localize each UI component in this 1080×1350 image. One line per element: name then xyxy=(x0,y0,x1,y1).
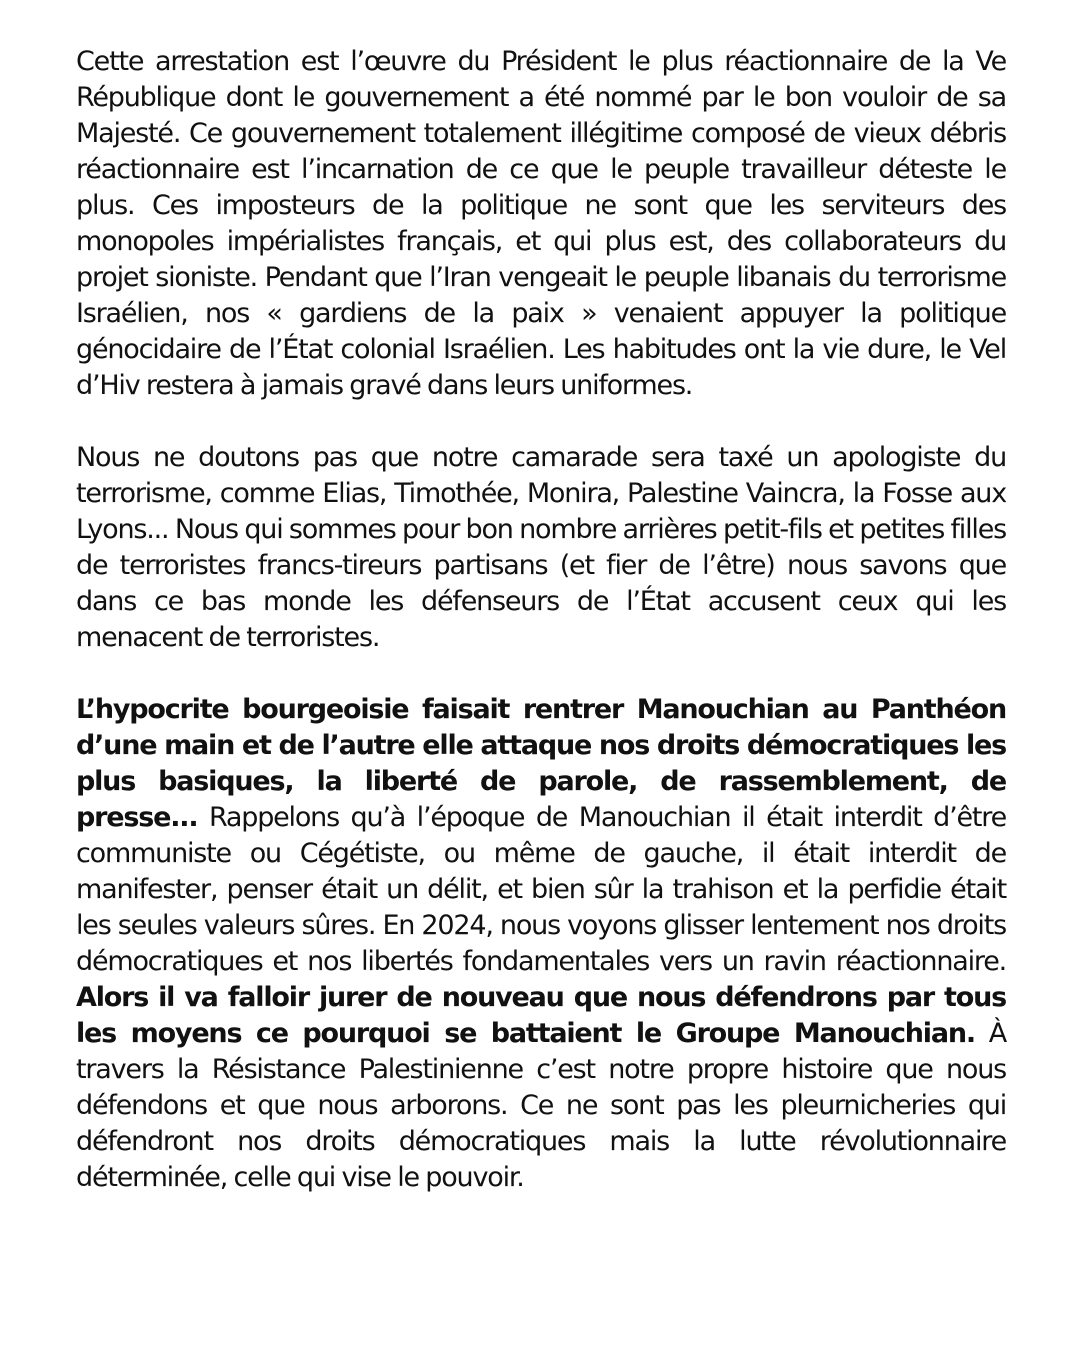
paragraph-text: Nous ne doutons pas que notre camarade sera taxé un apologiste du terrorisme, comme Elias, Timothée, Monira, Palestine Vaincra, la Fosse aux Lyons... Nous qui sommes pour bon nombre arrières petit-fils et petites filles de terroristes francs-tireurs partisans (et fier de l’être) nous savons que dans ce bas monde les défenseurs de l’État accusent ceux qui les menacent de terroristes. xyxy=(76,442,1006,653)
bold-statement: Alors il va falloir jurer de nouveau que nous défendrons par tous les moyens ce pourquoi se battaient le Groupe Manouchian. xyxy=(76,982,1006,1049)
document-page xyxy=(76,44,1006,1196)
paragraph-text: À travers la Résistance Palestinienne c’est notre propre histoire que nous défendons et que nous arborons. Ce ne sont pas les pleurnicheries qui défendront nos droits démocratiques mais la lutte révolutionnaire déterminée, celle qui vise le pouvoir. xyxy=(76,1018,1007,1193)
paragraph-text: Rappelons qu’à l’époque de Manouchian il était interdit d’être communiste ou Cégétiste, ou même de gauche, il était interdit de manifester, penser était un délit, et bien sûr la trahison et la perfidie était les seules valeurs sûres. En 2024, nous voyons glisser lentement nos droits démocratiques et nos libertés fondamentales vers un ravin réactionnaire. xyxy=(76,802,1006,977)
paragraph-terrorisme xyxy=(76,440,1006,656)
paragraph-text: Cette arrestation est l’œuvre du Président le plus réactionnaire de la Ve République dont le gouvernement a été nommé par le bon vouloir de sa Majesté. Ce gouvernement totalement illégitime composé de vieux débris réactionnaire est l’incarnation de ce que le peuple travailleur déteste le plus. Ces imposteurs de la politique ne sont que les serviteurs des monopoles impérialistes français, et qui plus est, des collaborateurs du projet sioniste. Pendant que l’Iran vengeait le peuple libanais du terrorisme Israélien, nos « gardiens de la paix » venaient appuyer la politique génocidaire de l’État colonial Israélien. Les habitudes ont la vie dure, le Vel d’Hiv restera à jamais gravé dans leurs uniformes. xyxy=(76,46,1006,401)
paragraph-manouchian xyxy=(76,692,1006,1196)
bold-statement: L’hypocrite bourgeoisie faisait rentrer Manouchian au Panthéon d’une main et de l’autre elle attaque nos droits démocratiques les plus basiques, la liberté de parole, de rassemblement, de presse... xyxy=(76,694,1006,833)
paragraph-arrestation xyxy=(76,44,1006,404)
